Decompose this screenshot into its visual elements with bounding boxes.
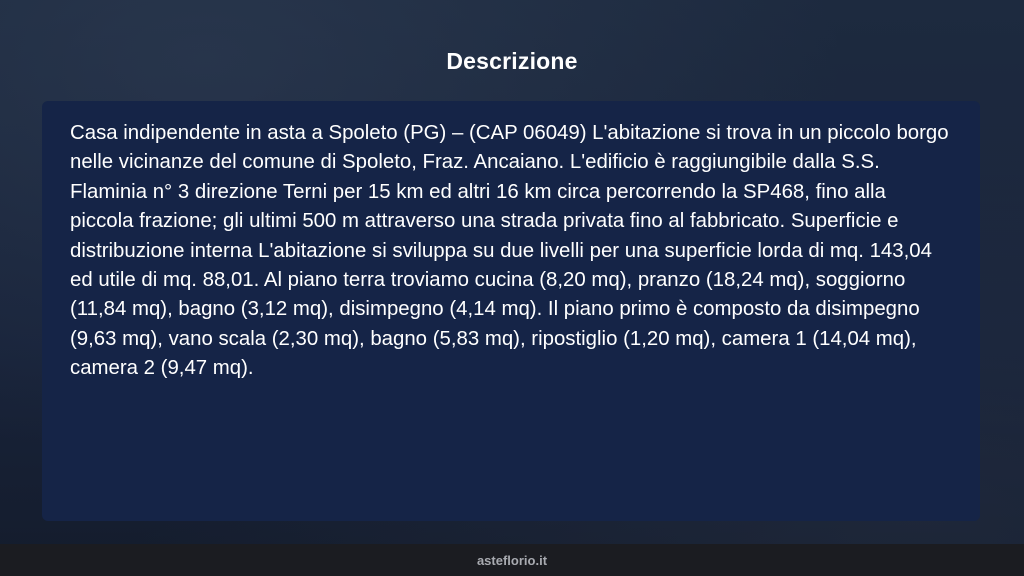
footer-brand: asteflorio.it [476,552,548,568]
description-text: Casa indipendente in asta a Spoleto (PG) – (CAP 06049) L'abitazione si trova in un piccolo borgo nelle vicinanze del comune di Spoleto, Fraz. Ancaiano. L'edificio è raggiungibile dalla S.S. Flaminia n° 3 direzione Terni per 15 km ed altri 16 km circa percorrendo la SP468, fino alla piccola frazione; gli ultimi 500 m attraverso una strada privata fino al fabbricato. Superficie e distribuzione interna L'abitazione si sviluppa su due livelli per una superficie lorda di mq. 143,04 ed utile di mq. 88,01. Al piano terra troviamo cucina (8,20 mq), pranzo (18,24 mq), soggiorno (11,84 mq), bagno (3,12 mq), disimpegno (4,14 mq). Il piano primo è composto da disimpegno (9,63 mq), vano scala (2,30 mq), bagno (5,83 mq), ripostiglio (1,20 mq), camera 1 (14,04 mq), camera 2 (9,47 mq). [70,122,949,380]
footer-bar [0,544,1024,576]
slide-title: Descrizione [446,48,578,74]
description-panel [42,101,980,521]
